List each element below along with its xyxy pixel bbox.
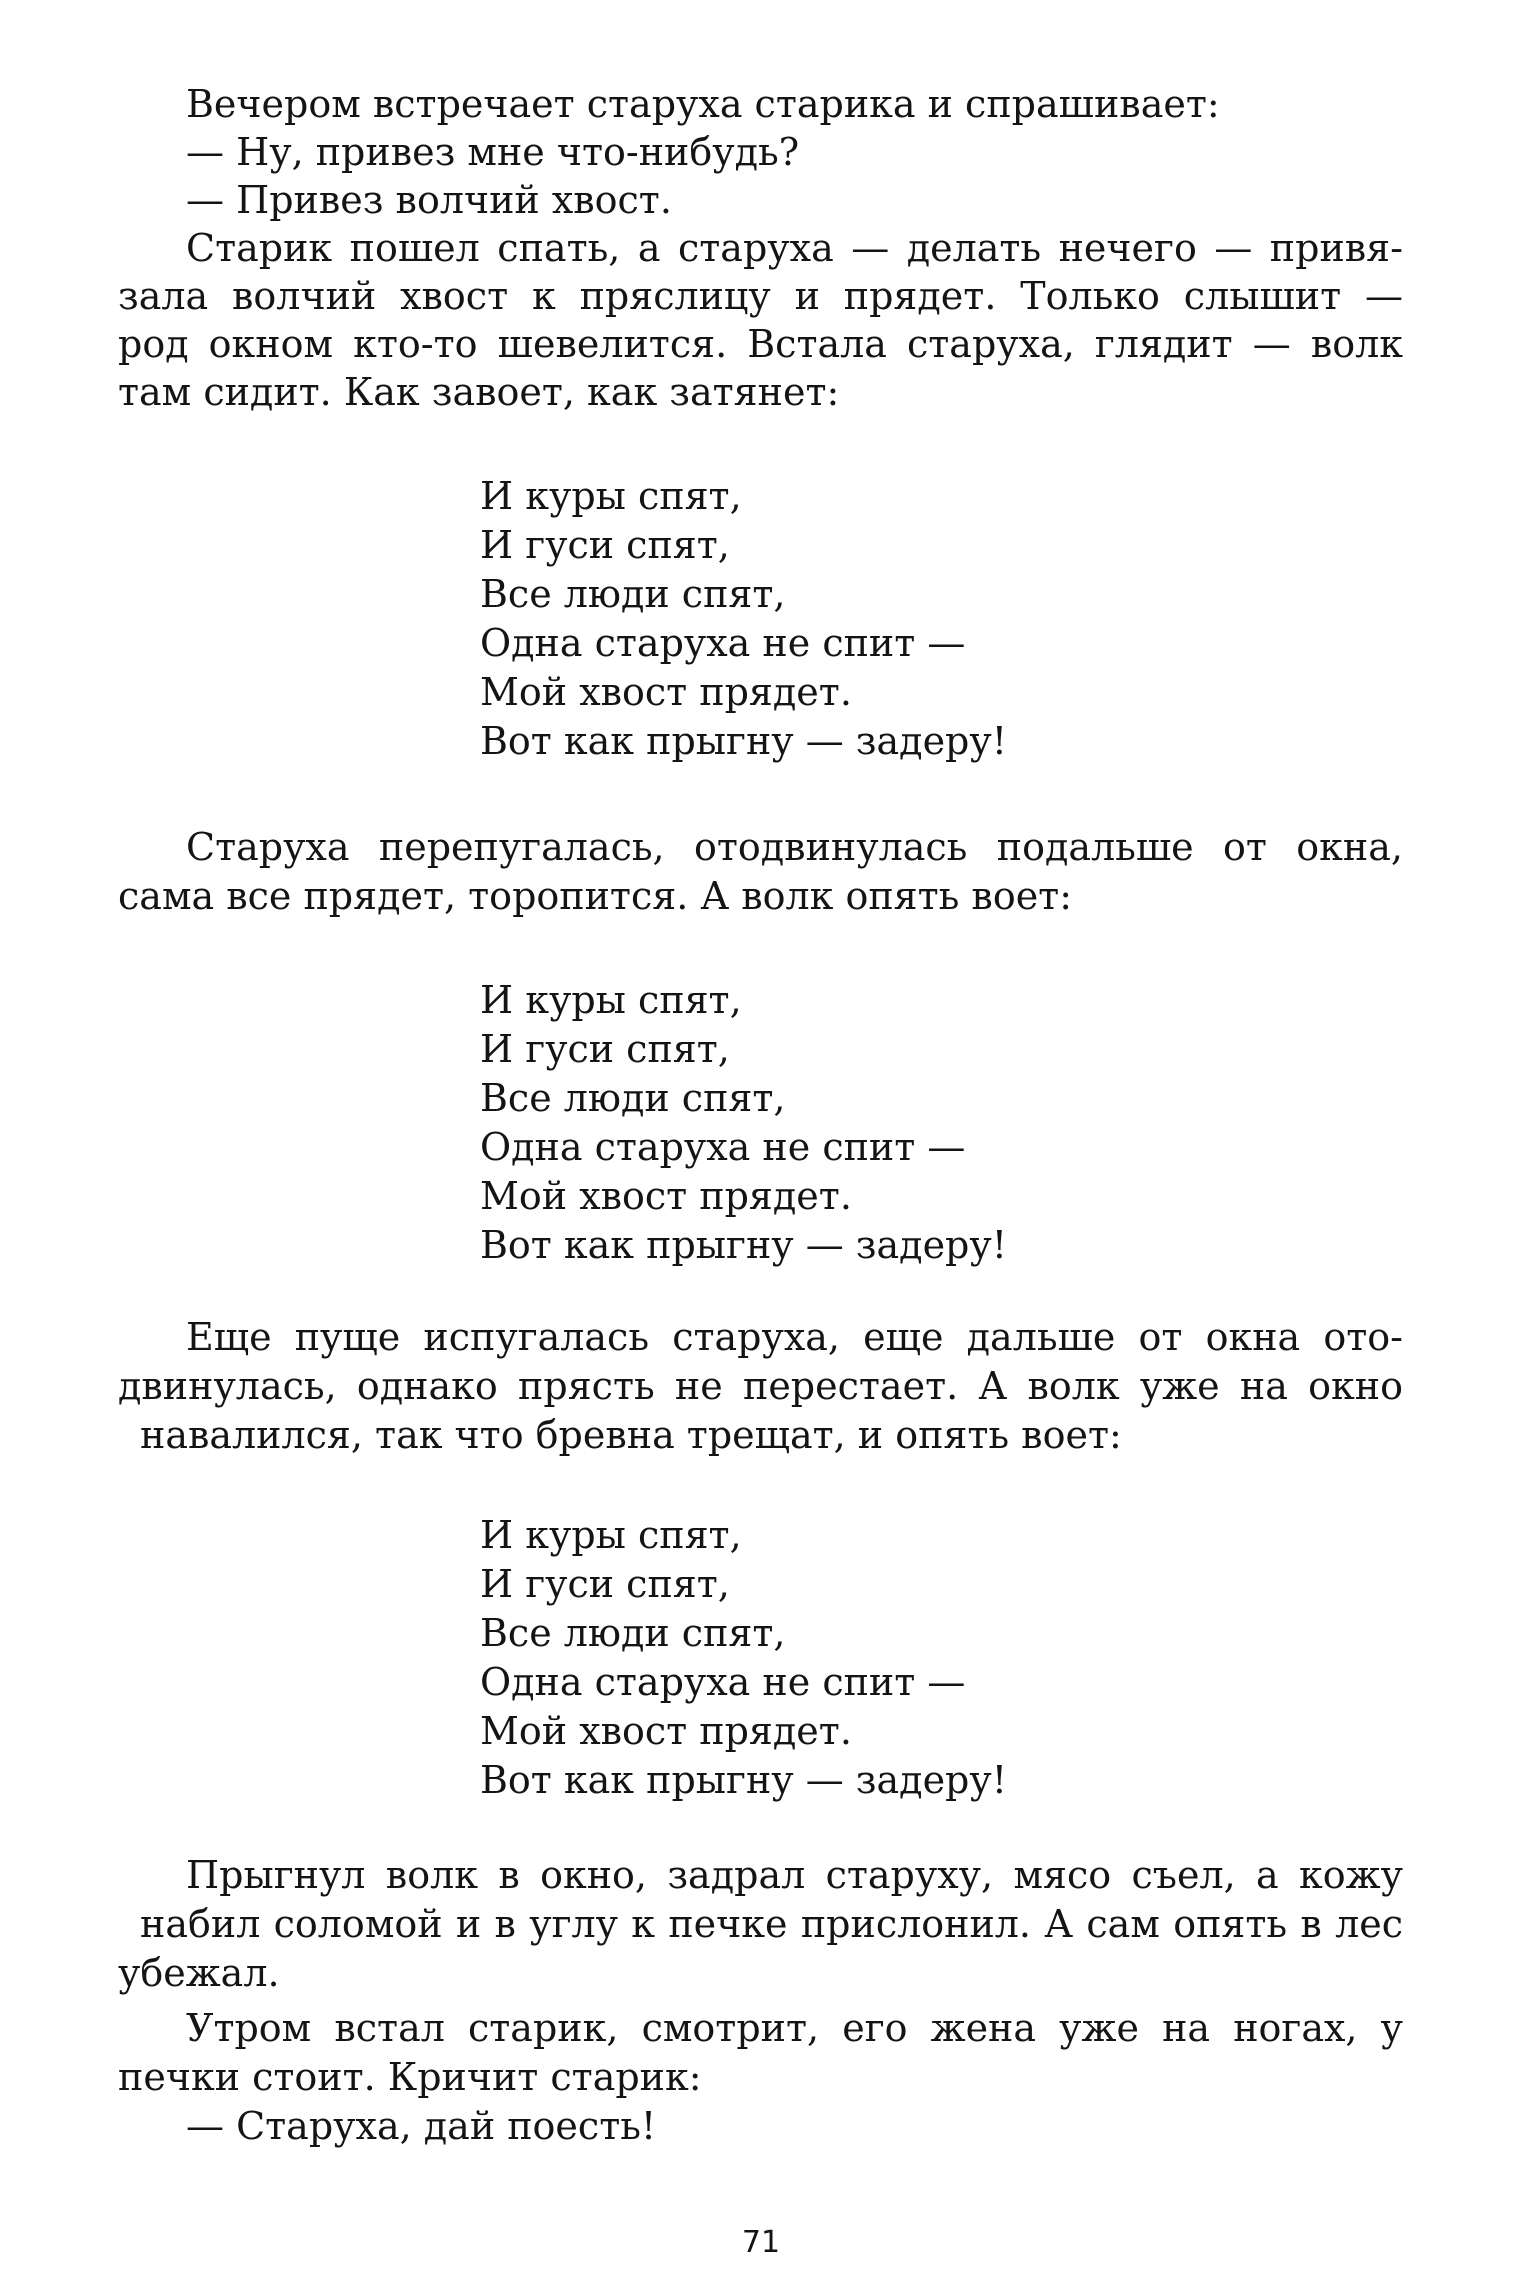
verse-2-line-3: Все люди спят, bbox=[480, 1076, 786, 1120]
verse-2-line-2: И гуси спят, bbox=[480, 1027, 730, 1071]
paragraph-6-line-1: Утром встал старик, смотрит, его жена уже на ногах, у bbox=[186, 2006, 1403, 2050]
dialogue-1-line: — Ну, привез мне что-нибудь? bbox=[186, 130, 800, 174]
verse-3-line-1: И куры спят, bbox=[480, 1513, 742, 1557]
verse-3-line-6: Вот как прыгну — задеру! bbox=[480, 1758, 1008, 1802]
paragraph-2-line-1: Старик пошел спать, а старуха — делать нечего — привя- bbox=[186, 226, 1403, 270]
verse-3-line-2: И гуси спят, bbox=[480, 1562, 730, 1606]
paragraph-1-line-1: Вечером встречает старуха старика и спрашивает: bbox=[186, 82, 1220, 126]
verse-2-line-4: Одна старуха не спит — bbox=[480, 1125, 966, 1169]
paragraph-4-line-3: навалился, так что бревна трещат, и опять воет: bbox=[140, 1413, 1122, 1457]
verse-1-line-3: Все люди спят, bbox=[480, 572, 786, 616]
paragraph-3-line-2: сама все прядет, торопится. А волк опять воет: bbox=[118, 874, 1073, 918]
verse-1-line-2: И гуси спят, bbox=[480, 523, 730, 567]
paragraph-4-line-2: двинулась, однако прясть не перестает. А волк уже на окно bbox=[118, 1364, 1403, 1408]
dialogue-2-line: — Привез волчий хвост. bbox=[186, 178, 672, 222]
verse-3-line-3: Все люди спят, bbox=[480, 1611, 786, 1655]
verse-1-line-5: Мой хвост прядет. bbox=[480, 670, 852, 714]
paragraph-6-line-2: печки стоит. Кричит старик: bbox=[118, 2055, 702, 2099]
paragraph-3-line-1: Старуха перепугалась, отодвинулась подальше от окна, bbox=[186, 825, 1403, 869]
paragraph-2-line-4: там сидит. Как завоет, как затянет: bbox=[118, 370, 840, 414]
verse-1-line-1: И куры спят, bbox=[480, 474, 742, 518]
verse-2-line-1: И куры спят, bbox=[480, 978, 742, 1022]
verse-3-line-4: Одна старуха не спит — bbox=[480, 1660, 966, 1704]
paragraph-2-line-3: род окном кто-то шевелится. Встала старуха, глядит — волк bbox=[118, 322, 1403, 366]
verse-3-line-5: Мой хвост прядет. bbox=[480, 1709, 852, 1753]
paragraph-5-line-2: набил соломой и в углу к печке прислонил. А сам опять в лес bbox=[140, 1902, 1403, 1946]
paragraph-2-line-2: зала волчий хвост к пряслицу и прядет. Только слышит — bbox=[118, 274, 1403, 318]
verse-2-line-6: Вот как прыгну — задеру! bbox=[480, 1223, 1008, 1267]
paragraph-5-line-3: убежал. bbox=[118, 1951, 280, 1995]
paragraph-4-line-1: Еще пуще испугалась старуха, еще дальше от окна ото- bbox=[186, 1315, 1403, 1359]
dialogue-3-line: — Старуха, дай поесть! bbox=[186, 2104, 657, 2148]
verse-2-line-5: Мой хвост прядет. bbox=[480, 1174, 852, 1218]
page-number: 71 bbox=[741, 2225, 781, 2260]
verse-1-line-4: Одна старуха не спит — bbox=[480, 621, 966, 665]
paragraph-5-line-1: Прыгнул волк в окно, задрал старуху, мясо съел, а кожу bbox=[186, 1853, 1403, 1897]
verse-1-line-6: Вот как прыгну — задеру! bbox=[480, 719, 1008, 763]
